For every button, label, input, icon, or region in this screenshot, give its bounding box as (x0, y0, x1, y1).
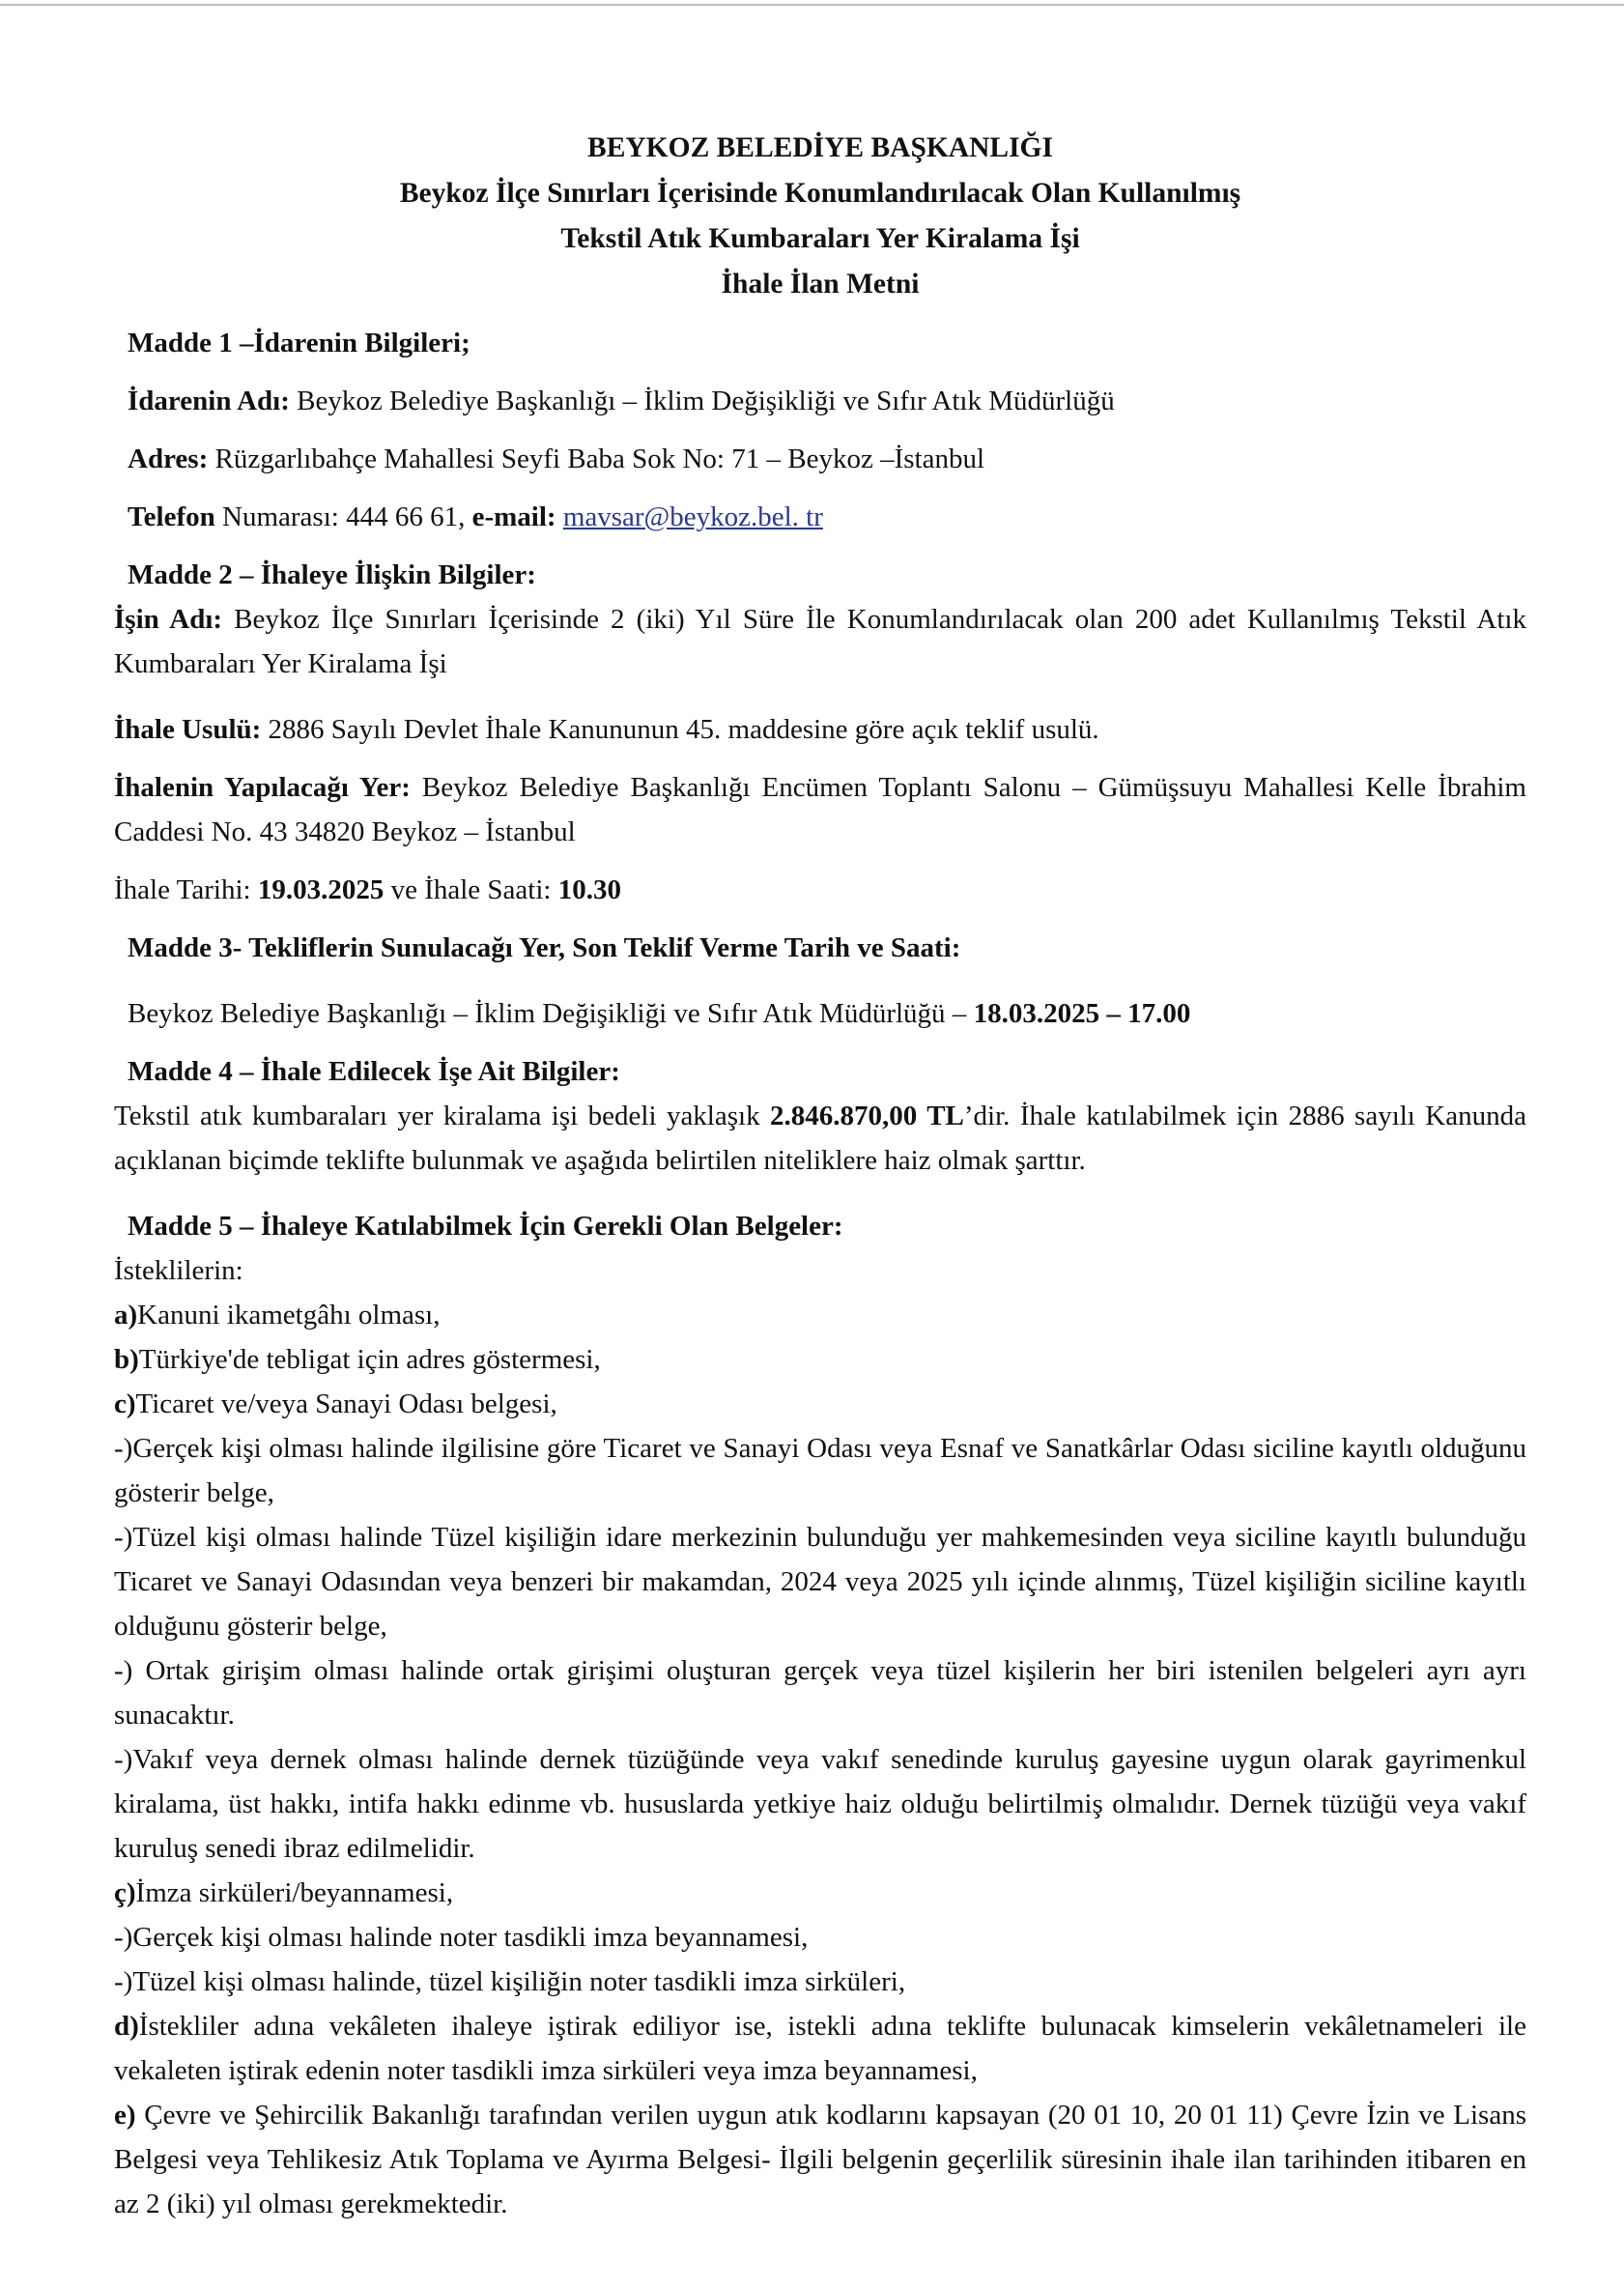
item-c-sub-1: -)Gerçek kişi olması halinde ilgilisine göre Ticaret ve Sanayi Odası veya Esnaf ve Sanatkârlar Odası siciline kayıtlı olduğunu gösterir belge, (114, 1433, 1526, 1508)
telefon-label: Telefon (128, 501, 215, 532)
title-line-2: Beykoz İlçe Sınırları İçerisinde Konumlandırılacak Olan Kullanılmış (399, 178, 1241, 209)
adres-value: Rüzgarlıbahçe Mahallesi Seyfi Baba Sok No: 71 – Beykoz –İstanbul (208, 443, 985, 474)
madde3-heading: Madde 3- Tekliflerin Sunulacağı Yer, Son Teklif Verme Tarih ve Saati: (128, 932, 961, 963)
madde1-heading: Madde 1 –İdarenin Bilgileri; (128, 328, 470, 358)
adres-label: Adres: (128, 443, 209, 474)
item-e-text: Çevre ve Şehircilik Bakanlığı tarafından verilen uygun atık kodlarını kapsayan (20 01 10, 20 01 11) Çevre İzin ve Lisans Belgesi veya Tehlikesiz Atık Toplama ve Ayırma Belgesi- İlgili belgenin geçerlilik süresinin ihale ilan tarihinden itibaren en az 2 (iki) yıl olması gerekmektedir. (114, 2100, 1526, 2219)
item-cc-sub-1: -)Gerçek kişi olması halinde noter tasdikli imza beyannamesi, (114, 1922, 809, 1953)
item-c (114, 1382, 1526, 1426)
item-b (114, 1337, 1526, 1382)
item-c-sub-4: -)Vakıf veya dernek olması halinde dernek tüzüğünde veya vakıf senedinde kuruluş gayesine uygun olarak gayrimenkul kiralama, üst hakkı, intifa hakkı edinme vb. hususlarda yetkiye haiz olduğu belirtilmiş olmalıdır. Dernek tüzüğü veya vakıf kuruluş senedi ibraz edilmelidir. (114, 1744, 1526, 1864)
item-e (114, 2093, 1526, 2226)
saat-label: ve İhale Saati: (384, 874, 558, 905)
telefon-value: Numarası: 444 66 61, (214, 501, 472, 532)
scan-top-edge (0, 4, 1624, 6)
item-c-sub-3: -) Ortak girişim olması halinde ortak girişimi oluşturan gerçek veya tüzel kişilerin her biri istenilen belgeleri ayrı ayrı sunacaktır. (114, 1655, 1526, 1731)
madde3-place: Beykoz Belediye Başkanlığı – İklim Değişikliği ve Sıfır Atık Müdürlüğü – (128, 998, 974, 1029)
item-c-sub-2: -)Tüzel kişi olması halinde Tüzel kişiliğin idare merkezinin bulunduğu yer mahkemesinden veya siciline kayıtlı bulunduğu Ticaret ve Sanayi Odasından veya benzeri bir makamdan, 2024 veya 2025 yılı içinde alınmış, Tüzel kişiliğin siciline kayıtlı olduğunu gösterir belge, (114, 1522, 1526, 1642)
item-cc (114, 1871, 1526, 1915)
item-e-label: e) (114, 2100, 136, 2131)
ihale-usulu (114, 707, 1526, 752)
title-line-1: BEYKOZ BELEDİYE BAŞKANLIĞI (587, 132, 1053, 163)
saat-value: 10.30 (557, 874, 621, 905)
usul-label: İhale Usulü: (114, 714, 262, 745)
document-title (114, 126, 1526, 307)
madde3-datetime: 18.03.2025 – 17.00 (973, 998, 1191, 1029)
isin-adi-label: İşin Adı: (114, 604, 223, 635)
usul-value: 2886 Sayılı Devlet İhale Kanununun 45. maddesine göre açık teklif usulü. (261, 714, 1099, 745)
item-a (114, 1293, 1526, 1337)
email-label: e-mail: (471, 501, 556, 532)
item-cc-text: İmza sirküleri/beyannamesi, (135, 1877, 454, 1908)
yer-value: Beykoz Belediye Başkanlığı Encümen Toplantı Salonu – Gümüşsuyu Mahallesi Kelle İbrahim Caddesi No. 43 34820 Beykoz – İstanbul (114, 772, 1526, 847)
item-cc-sub-2: -)Tüzel kişi olması halinde, tüzel kişiliğin noter tasdikli imza sirküleri, (114, 1966, 906, 1997)
item-c-label: c) (114, 1388, 136, 1419)
email-link[interactable]: mavsar@beykoz.bel. tr (562, 501, 823, 532)
title-line-3: Tekstil Atık Kumbaraları Yer Kiralama İşi (560, 223, 1080, 254)
item-cc-label: ç) (114, 1877, 136, 1908)
item-d (114, 2004, 1526, 2093)
madde4-heading: Madde 4 – İhale Edilecek İşe Ait Bilgiler: (128, 1056, 620, 1087)
item-d-label: d) (114, 2011, 139, 2042)
madde4-text1: Tekstil atık kumbaraları yer kiralama işi bedeli yaklaşık (114, 1101, 771, 1131)
isin-adi (114, 597, 1526, 686)
item-b-text: Türkiye'de tebligat için adres göstermesi, (138, 1344, 601, 1375)
idare-telefon (114, 495, 1526, 539)
ihale-tarihi (114, 868, 1526, 912)
yer-label: İhalenin Yapılacağı Yer: (114, 772, 411, 803)
title-line-4: İhale İlan Metni (721, 269, 920, 300)
madde3-text (114, 991, 1526, 1036)
idare-adi (114, 379, 1526, 423)
madde4-bedel: 2.846.870,00 TL (770, 1101, 964, 1131)
item-a-label: a) (114, 1300, 138, 1330)
item-a-text: Kanuni ikametgâhı olması, (137, 1300, 441, 1330)
item-b-label: b) (114, 1344, 139, 1375)
ihale-yeri (114, 765, 1526, 854)
item-d-text: İstekliler adına vekâleten ihaleye iştirak ediliyor ise, istekli adına teklifte bulunacak kimselerin vekâletnameleri ile vekaleten iştirak edenin noter tasdikli imza sirküleri veya imza beyannamesi, (114, 2011, 1526, 2086)
item-c-text: Ticaret ve/veya Sanayi Odası belgesi, (135, 1388, 557, 1419)
idare-adi-value: Beykoz Belediye Başkanlığı – İklim Değişikliği ve Sıfır Atık Müdürlüğü (289, 386, 1115, 416)
madde4-text2: ’dir. İhale katılabilmek için 2886 sayılı Kanunda açıklanan biçimde teklifte bulunmak ve aşağıda belirtilen niteliklere haiz olmak şarttır. (114, 1101, 1526, 1176)
idare-adi-label: İdarenin Adı: (128, 386, 290, 416)
madde5-heading: Madde 5 – İhaleye Katılabilmek İçin Gerekli Olan Belgeler: (128, 1211, 843, 1242)
tarih-value: 19.03.2025 (257, 874, 385, 905)
madde5-intro: İsteklilerin: (114, 1255, 243, 1286)
isin-adi-value: Beykoz İlçe Sınırları İçerisinde 2 (iki) Yıl Süre İle Konumlandırılacak olan 200 adet Kullanılmış Tekstil Atık Kumbaraları Yer Kiralama İşi (114, 604, 1526, 679)
madde4-text (114, 1094, 1526, 1183)
idare-adres (114, 437, 1526, 481)
madde2-heading: Madde 2 – İhaleye İlişkin Bilgiler: (128, 559, 536, 590)
document-page (114, 126, 1526, 2226)
tarih-label: İhale Tarihi: (114, 874, 258, 905)
